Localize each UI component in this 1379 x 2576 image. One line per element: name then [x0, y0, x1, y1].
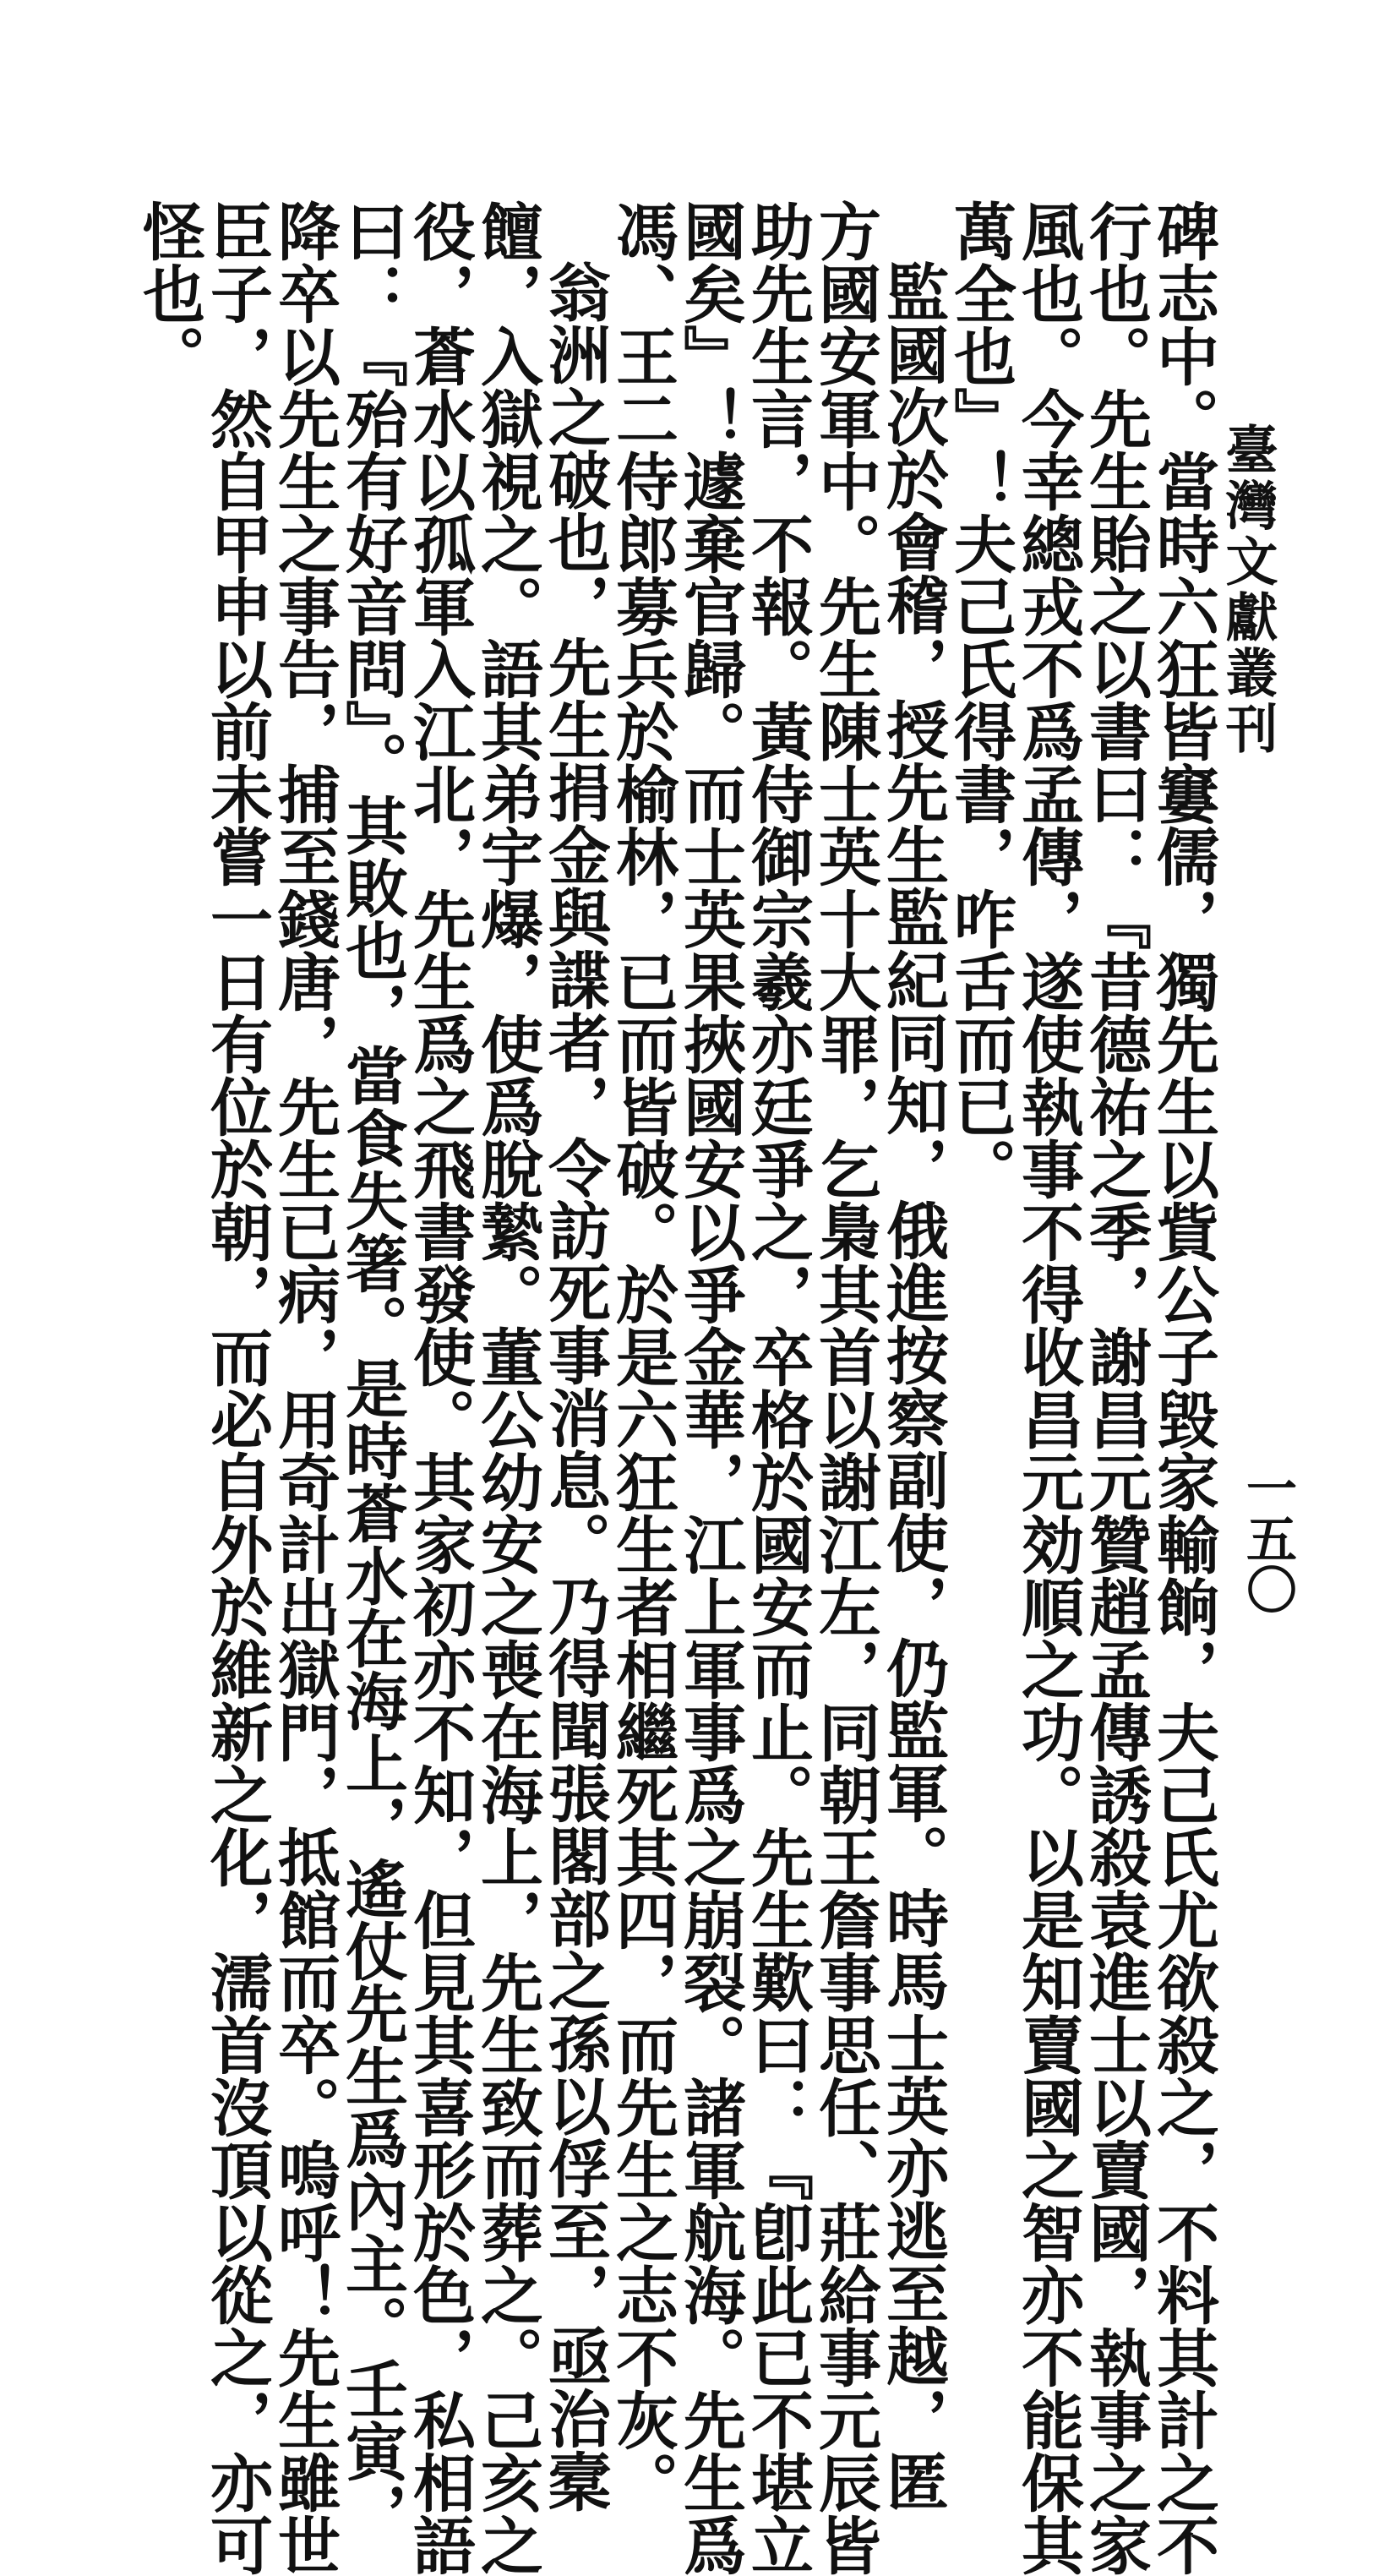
book-series-title: 臺灣文獻叢刊: [1217, 423, 1278, 757]
text-line: 怪也。: [133, 199, 205, 387]
text-line: 降卒以先生之事告，捕至錢唐，先生已病，用奇計出獄門，抵館而卒。嗚呼！先生雖世: [268, 199, 341, 2576]
text-line: 馮、王二侍郎募兵於榆林，已而皆破。於是六狂生者相繼死其四，而先生之志不灰。: [606, 199, 679, 2513]
text-line: 碑志中。當時六狂皆窶儒，獨先生以貲公子毀家輸餉，夫己氏尤欲殺之，不料其計之不: [1147, 199, 1219, 2576]
text-line: 助先生言，不報。黃侍御宗羲亦廷爭之，卒格於國安而止。先生歎曰：『卽此已不堪立: [741, 199, 814, 2576]
page-number: 一五〇: [1238, 1462, 1297, 1614]
text-line: 國矣』！遽棄官歸。而士英果挾國安以爭金華，江上軍事爲之崩裂。諸軍航海。先生爲: [673, 199, 746, 2576]
text-line: 曰：『殆有好音問』。其敗也，當食失箸。是時蒼水在海上，遙仗先生爲內主。壬寅，: [335, 199, 408, 2545]
text-line: 饘，入獄視之。語其弟宇爆，使爲脫縶。董公幼安之喪在海上，先生致而葬之。己亥之: [471, 199, 543, 2576]
paragraph-start-line: 翁洲之破也，先生捐金與諜者，令訪死事消息。乃得聞張閣部之孫以俘至，亟治槖: [538, 260, 611, 2512]
text-line: 臣子，然自甲申以前未嘗一日有位於朝，而必自外於維新之化，濡首沒頂以從之，亦可: [200, 199, 273, 2576]
text-line: 風也。今幸總戎不爲孟傳，遂使執事不得收昌元効順之功。以是知賣國之智亦不能保其: [1011, 199, 1084, 2576]
body-text: [133, 199, 1219, 2576]
paragraph-start-line: 監國次於會稽，授先生監紀同知，俄進按察副使，仍監軍。時馬士英亦逃至越，匿: [876, 260, 949, 2512]
text-line: 萬全也』！夫己氏得書，咋舌而已。: [944, 199, 1017, 1200]
text-line: 行也。先生貽之以書曰：『昔德祐之季，謝昌元贊趙孟傳誘殺袁進士以賣國，執事之家: [1079, 199, 1152, 2576]
text-line: 役，蒼水以孤軍入江北，先生爲之飛書發使。其家初亦不知，但見其喜形於色，私相語: [403, 199, 476, 2576]
text-line: 方國安軍中。先生陳士英十大罪，乞梟其首以謝江左，同朝王詹事思任、莊給事元辰皆: [809, 199, 881, 2576]
